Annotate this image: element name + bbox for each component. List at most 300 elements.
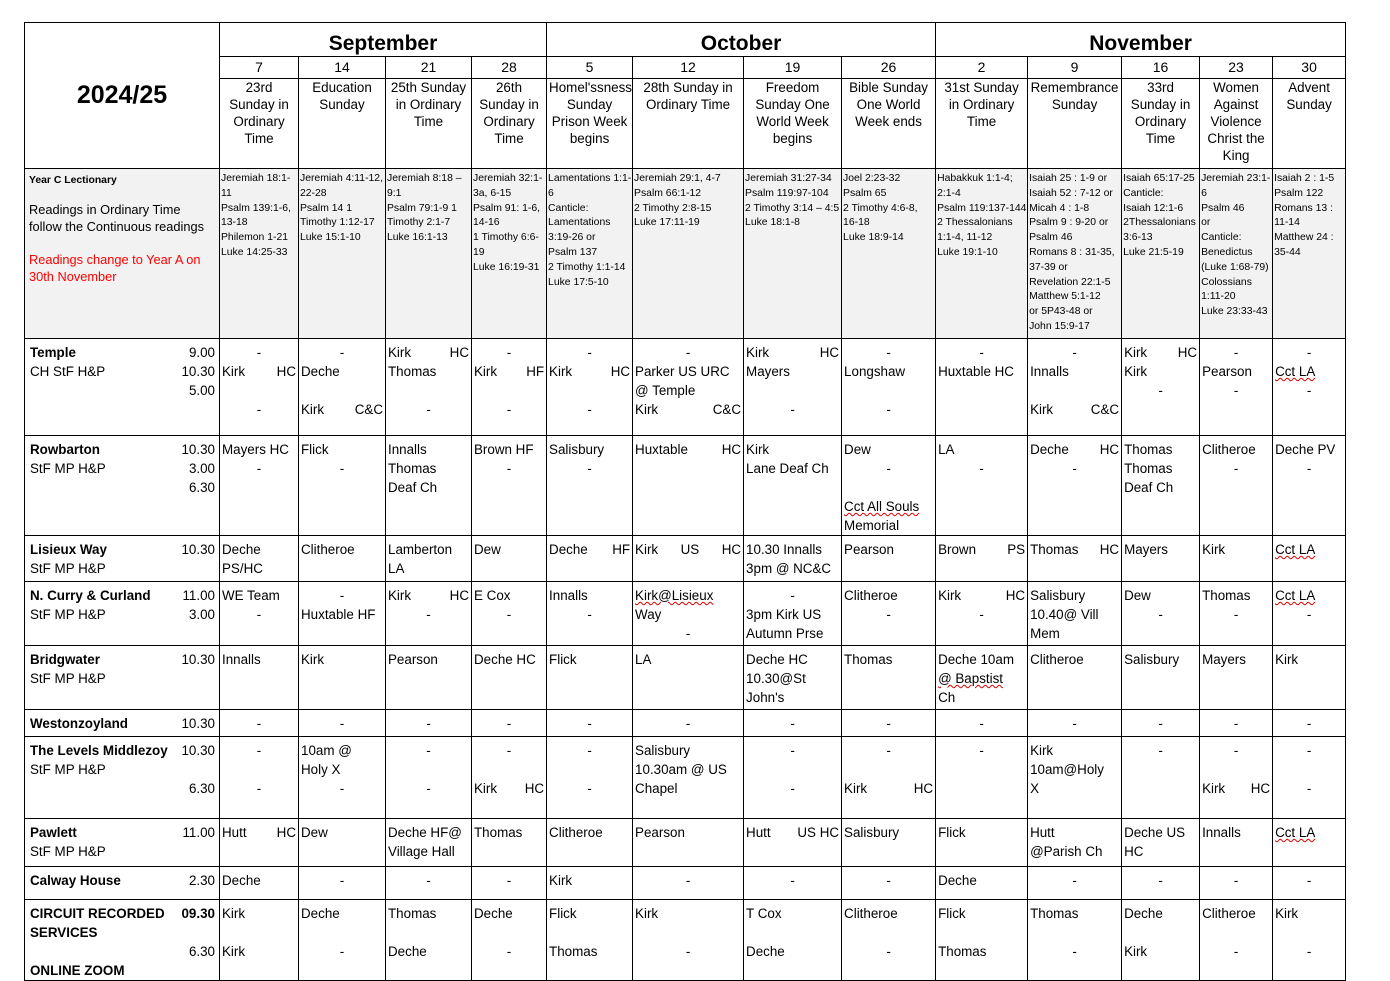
service-entry: Deche <box>222 542 261 557</box>
occasion-cell <box>1028 79 1122 169</box>
reading-line: Luke 14:25-33 <box>221 246 288 258</box>
service-line <box>301 540 383 559</box>
service-entry: - <box>1072 345 1077 360</box>
service-time: 6.30 <box>188 944 215 959</box>
occasion-text: Homel'ssness Sunday Prison Week begins <box>549 80 632 146</box>
church-label <box>25 819 220 867</box>
church-name-row <box>30 904 215 942</box>
service-entry: - <box>1233 743 1239 758</box>
service-entry: - <box>426 743 431 758</box>
service-line <box>301 779 383 798</box>
lectionary-note: Readings in Ordinary Time follow the Continuous readings <box>29 202 205 234</box>
service-time: 3.00 <box>188 461 215 476</box>
service-line <box>938 381 1025 400</box>
church-label <box>25 710 220 737</box>
service-line <box>388 400 469 419</box>
service-line <box>388 624 469 643</box>
service-line <box>844 741 933 760</box>
service-entry: Kirk <box>549 873 573 888</box>
service-entry: Salisbury <box>844 825 900 840</box>
service-entry: - <box>1306 383 1312 398</box>
service-line <box>635 362 741 381</box>
service-line <box>746 714 839 733</box>
service-entry: X <box>1030 781 1039 796</box>
service-line <box>1202 714 1270 733</box>
service-line <box>938 823 1025 842</box>
service-line <box>1202 942 1270 961</box>
occasion-cell <box>936 79 1028 169</box>
service-line <box>1124 400 1197 419</box>
service-line <box>938 942 1025 961</box>
church-detail-row <box>30 381 215 400</box>
service-line <box>1202 400 1270 419</box>
readings-cell <box>633 169 744 339</box>
service-cell <box>1273 339 1346 436</box>
service-entry: - <box>886 607 891 622</box>
service-entry: Cct LA <box>1275 588 1316 603</box>
service-line <box>1202 381 1270 400</box>
service-line <box>844 823 933 842</box>
service-line <box>388 823 469 842</box>
service-line <box>635 343 741 362</box>
church-label <box>25 867 220 900</box>
service-line <box>938 688 1025 707</box>
reading-line: Psalm 119:97-104 <box>745 187 829 199</box>
service-entry: LA <box>388 561 405 576</box>
service-line <box>222 624 296 643</box>
service-entry: - <box>1072 944 1077 959</box>
service-cell <box>633 900 744 981</box>
reading-line: Psalm 139:1-6, 13-18 <box>221 202 291 229</box>
service-cell <box>1200 582 1273 646</box>
service-entry: Village Hall <box>388 844 455 859</box>
date-cell: 26 <box>842 57 936 79</box>
service-time: 11.00 <box>182 588 215 603</box>
service-entry: Thomas <box>1030 906 1079 921</box>
reading-line: Luke 18:1-8 <box>745 217 800 229</box>
church-subtitle: StF MP H&P <box>30 461 106 476</box>
reading-line: Luke 23:33-43 <box>1201 306 1268 318</box>
service-cell <box>936 900 1028 981</box>
service-line <box>844 760 933 779</box>
church-name-row <box>30 343 215 362</box>
service-line <box>1202 688 1270 707</box>
church-detail-row <box>30 459 215 478</box>
church-detail-row <box>30 559 215 578</box>
service-entry: Pearson <box>1202 364 1252 379</box>
service-entry: LA <box>635 652 652 667</box>
service-line <box>1275 714 1343 733</box>
service-cell <box>220 819 299 867</box>
service-cell <box>1122 339 1200 436</box>
date-cell: 23 <box>1200 57 1273 79</box>
service-line <box>938 559 1025 578</box>
service-line <box>938 779 1025 798</box>
service-cell <box>1273 536 1346 582</box>
service-entry: - <box>256 743 262 758</box>
service-cell <box>744 646 842 710</box>
service-line <box>1202 478 1270 497</box>
service-entry: Kirk <box>635 906 659 921</box>
service-line <box>222 842 296 861</box>
service-entry: - <box>979 743 984 758</box>
occasion-text: 26th Sunday in Ordinary Time <box>479 80 539 146</box>
readings-cell <box>1028 169 1122 339</box>
service-entry: Kirk <box>1275 906 1299 921</box>
service-entry: Mayers <box>746 364 790 379</box>
service-cell <box>472 710 547 737</box>
service-line <box>635 823 741 842</box>
service-entry: - <box>339 345 345 360</box>
service-line <box>1124 586 1197 605</box>
church-detail-row <box>30 760 215 779</box>
service-line <box>1030 605 1119 624</box>
service-cell <box>299 900 386 981</box>
service-entry: C&C <box>712 402 742 417</box>
reading-line: Isaiah 12:1-6 <box>1123 202 1184 214</box>
service-entry: C&C <box>354 402 383 417</box>
service-entry: - <box>1306 461 1312 476</box>
service-line <box>549 823 630 842</box>
reading-line: Psalm 65 <box>843 187 887 199</box>
service-line <box>1030 440 1119 459</box>
service-line <box>301 714 383 733</box>
service-line <box>1030 688 1119 707</box>
service-entry: Brown HF <box>474 442 534 457</box>
service-line <box>1275 362 1343 381</box>
reading-line: Jeremiah 31:27-34 <box>745 173 832 184</box>
service-line <box>474 605 544 624</box>
service-cell <box>547 646 633 710</box>
service-line <box>746 779 839 798</box>
service-entry: Kirk <box>746 345 770 360</box>
service-cell <box>547 900 633 981</box>
service-cell <box>220 582 299 646</box>
service-line <box>222 760 296 779</box>
service-cell <box>1028 900 1122 981</box>
service-line <box>222 669 296 688</box>
service-line <box>222 871 296 890</box>
service-entry: Hutt <box>222 825 247 840</box>
service-line <box>1030 669 1119 688</box>
service-line <box>549 540 630 559</box>
service-cell <box>744 900 842 981</box>
service-entry: 3pm @ NC&C <box>746 561 832 576</box>
service-entry: HC <box>1124 844 1144 859</box>
service-entry: Kirk <box>388 588 412 603</box>
service-line <box>635 440 741 459</box>
service-entry: Deche HC <box>746 652 808 667</box>
service-line <box>549 842 630 861</box>
service-entry: Flick <box>549 652 577 667</box>
service-entry: - <box>426 716 431 731</box>
service-line <box>1275 741 1343 760</box>
service-line <box>1202 669 1270 688</box>
service-entry: Thomas <box>474 825 523 840</box>
service-entry: - <box>587 402 592 417</box>
service-entry: WE Team <box>222 588 280 603</box>
reading-line: Luke 15:1-10 <box>300 232 361 244</box>
service-line <box>1030 459 1119 478</box>
service-line <box>635 605 741 624</box>
service-entry: Deche US <box>1124 825 1186 840</box>
service-entry: Innalls <box>549 588 588 603</box>
service-entry: - <box>1233 607 1239 622</box>
service-line <box>388 842 469 861</box>
church-name: Pawlett <box>30 825 77 840</box>
occasion-cell <box>386 79 472 169</box>
reading-line: John 15:9-17 <box>1029 320 1090 332</box>
service-entry: Kirk <box>746 442 770 457</box>
service-line <box>1124 942 1197 961</box>
service-line <box>388 381 469 400</box>
service-entry: 10.30am @ US <box>635 762 727 777</box>
service-line <box>1124 760 1197 779</box>
service-entry: - <box>1158 607 1163 622</box>
church-row <box>25 737 1346 819</box>
service-line <box>474 586 544 605</box>
service-line <box>1275 559 1343 578</box>
service-entry: John's <box>746 690 785 705</box>
occasion-text: 33rd Sunday in Ordinary Time <box>1130 80 1191 146</box>
service-line <box>1202 779 1270 798</box>
occasion-text: 23rd Sunday in Ordinary Time <box>229 80 289 146</box>
church-name: Rowbarton <box>30 442 100 457</box>
reading-line: Jeremiah 18:1-11 <box>221 173 291 199</box>
service-line <box>301 904 383 923</box>
church-name-row <box>30 650 215 669</box>
service-cell <box>220 436 299 536</box>
service-entry: - <box>1072 461 1077 476</box>
service-entry: HC <box>449 345 469 360</box>
service-entry: 10.30@St <box>746 671 806 686</box>
church-name: CIRCUIT RECORDED SERVICES <box>30 906 165 940</box>
service-line <box>938 923 1025 942</box>
service-cell <box>842 900 936 981</box>
service-entry: HC <box>524 781 545 796</box>
service-cell <box>1122 582 1200 646</box>
service-entry: Salisbury <box>549 442 605 457</box>
reading-line: Lamentations 1:1-6 <box>548 173 632 199</box>
service-entry: Mem <box>1030 626 1060 641</box>
service-line <box>746 669 839 688</box>
reading-line: Colossians 1:11-20 <box>1201 276 1252 303</box>
church-name-row <box>30 586 215 605</box>
reading-line: Psalm 46 <box>1029 232 1073 244</box>
service-entry: - <box>886 873 891 888</box>
service-cell <box>633 867 744 900</box>
church-label <box>25 536 220 582</box>
service-entry: - <box>1233 716 1239 731</box>
service-entry: - <box>256 716 262 731</box>
church-row <box>25 646 1346 710</box>
service-line <box>844 942 933 961</box>
service-entry: Lane Deaf Ch <box>746 461 829 476</box>
service-line <box>549 688 630 707</box>
service-line <box>474 440 544 459</box>
occasion-cell <box>744 79 842 169</box>
church-subtitle: StF MP H&P <box>30 561 106 576</box>
reading-line: Psalm 14 1 <box>300 202 352 214</box>
church-name: Lisieux Way <box>30 542 107 557</box>
service-line <box>635 540 741 559</box>
service-entry: - <box>685 626 691 641</box>
service-line <box>844 559 933 578</box>
church-row <box>25 536 1346 582</box>
readings-row <box>25 169 1346 339</box>
church-label <box>25 436 220 536</box>
service-line <box>844 497 933 516</box>
lectionary-change-note: Readings change to Year A on 30th November <box>29 252 201 284</box>
service-cell <box>936 646 1028 710</box>
service-line <box>549 381 630 400</box>
service-line <box>388 440 469 459</box>
service-line <box>222 688 296 707</box>
service-line <box>1030 559 1119 578</box>
reading-line: Isaiah 52 : 7-12 or <box>1029 187 1113 199</box>
service-line <box>844 459 933 478</box>
service-line <box>635 714 741 733</box>
service-line <box>474 343 544 362</box>
readings-cell <box>1200 169 1273 339</box>
service-line <box>844 362 933 381</box>
service-cell <box>633 536 744 582</box>
reading-line: Luke 18:9-14 <box>843 232 904 244</box>
service-entry: - <box>339 873 345 888</box>
service-cell <box>1273 737 1346 819</box>
readings-cell <box>472 169 547 339</box>
service-entry: - <box>1306 716 1312 731</box>
service-line <box>844 714 933 733</box>
service-entry: Clitheroe <box>1202 906 1256 921</box>
service-entry: - <box>339 716 345 731</box>
service-line <box>746 842 839 861</box>
service-cell <box>1028 582 1122 646</box>
service-line <box>301 823 383 842</box>
service-entry: @ Bapstist <box>938 671 1004 686</box>
service-cell <box>936 339 1028 436</box>
service-entry: - <box>790 873 795 888</box>
service-line <box>635 478 741 497</box>
service-cell <box>472 646 547 710</box>
service-entry: Chapel <box>635 781 678 796</box>
service-cell <box>744 737 842 819</box>
service-line <box>549 459 630 478</box>
service-entry: US HC <box>797 825 840 840</box>
service-entry: HC <box>276 825 296 840</box>
readings-cell <box>936 169 1028 339</box>
church-name-row <box>30 440 215 459</box>
service-cell <box>842 536 936 582</box>
service-line <box>549 440 630 459</box>
reading-line: Luke 19:1-10 <box>937 246 998 258</box>
service-line <box>1202 586 1270 605</box>
service-line <box>1275 624 1343 643</box>
service-line <box>1124 923 1197 942</box>
service-entry: Innalls <box>1202 825 1241 840</box>
service-entry: Innalls <box>222 652 261 667</box>
service-line <box>474 478 544 497</box>
service-line <box>844 688 933 707</box>
service-cell <box>842 436 936 536</box>
service-line <box>474 823 544 842</box>
service-line <box>474 459 544 478</box>
service-line <box>635 624 741 643</box>
service-cell <box>1122 737 1200 819</box>
service-entry: - <box>339 588 345 603</box>
occasion-text: 28th Sunday in Ordinary Time <box>643 80 733 112</box>
service-cell <box>842 710 936 737</box>
service-entry: - <box>506 873 512 888</box>
service-line <box>1030 871 1119 890</box>
service-line <box>1202 923 1270 942</box>
service-entry: 10.30 Innalls <box>746 542 822 557</box>
service-line <box>938 459 1025 478</box>
service-cell <box>842 867 936 900</box>
service-line <box>388 760 469 779</box>
service-line <box>844 343 933 362</box>
service-entry: - <box>506 461 512 476</box>
service-cell <box>1273 867 1346 900</box>
service-line <box>549 400 630 419</box>
church-label <box>25 339 220 436</box>
service-entry: Kirk <box>635 402 659 417</box>
church-subtitle: StF MP H&P <box>30 607 106 622</box>
service-cell <box>547 710 633 737</box>
service-line <box>1275 823 1343 842</box>
service-entry: Innalls <box>1030 364 1069 379</box>
lectionary-heading: Year C Lectionary <box>29 175 117 186</box>
service-entry: Deaf Ch <box>388 480 438 495</box>
service-cell <box>1200 900 1273 981</box>
service-line <box>1275 942 1343 961</box>
service-entry: Brown <box>938 542 977 557</box>
service-line <box>388 343 469 362</box>
church-label <box>25 900 220 981</box>
service-line <box>388 559 469 578</box>
service-line <box>1030 624 1119 643</box>
service-line <box>1202 842 1270 861</box>
service-entry: - <box>587 345 592 360</box>
service-line <box>1030 400 1119 419</box>
service-time: 2.30 <box>188 873 215 888</box>
reading-line: Isaiah 25 : 1-9 or <box>1029 173 1108 184</box>
church-row <box>25 339 1346 436</box>
service-line <box>1124 459 1197 478</box>
service-line <box>1030 362 1119 381</box>
service-cell <box>220 536 299 582</box>
occasion-cell <box>299 79 386 169</box>
service-entry: Salisbury <box>1124 652 1180 667</box>
service-entry: Flick <box>938 906 966 921</box>
service-line <box>1124 669 1197 688</box>
service-line <box>1202 605 1270 624</box>
date-cell: 21 <box>386 57 472 79</box>
service-cell <box>633 436 744 536</box>
service-line <box>474 741 544 760</box>
service-line <box>635 923 741 942</box>
readings-cell <box>1273 169 1346 339</box>
service-line <box>635 842 741 861</box>
reading-line: Psalm 119:137-144 <box>937 202 1027 214</box>
service-line <box>1275 440 1343 459</box>
service-entry: Thomas <box>549 944 598 959</box>
service-entry: Clitheroe <box>1202 442 1256 457</box>
service-entry: Kirk <box>388 345 412 360</box>
service-line <box>549 343 630 362</box>
service-time: 09.30 <box>181 906 215 921</box>
service-entry: - <box>506 716 512 731</box>
